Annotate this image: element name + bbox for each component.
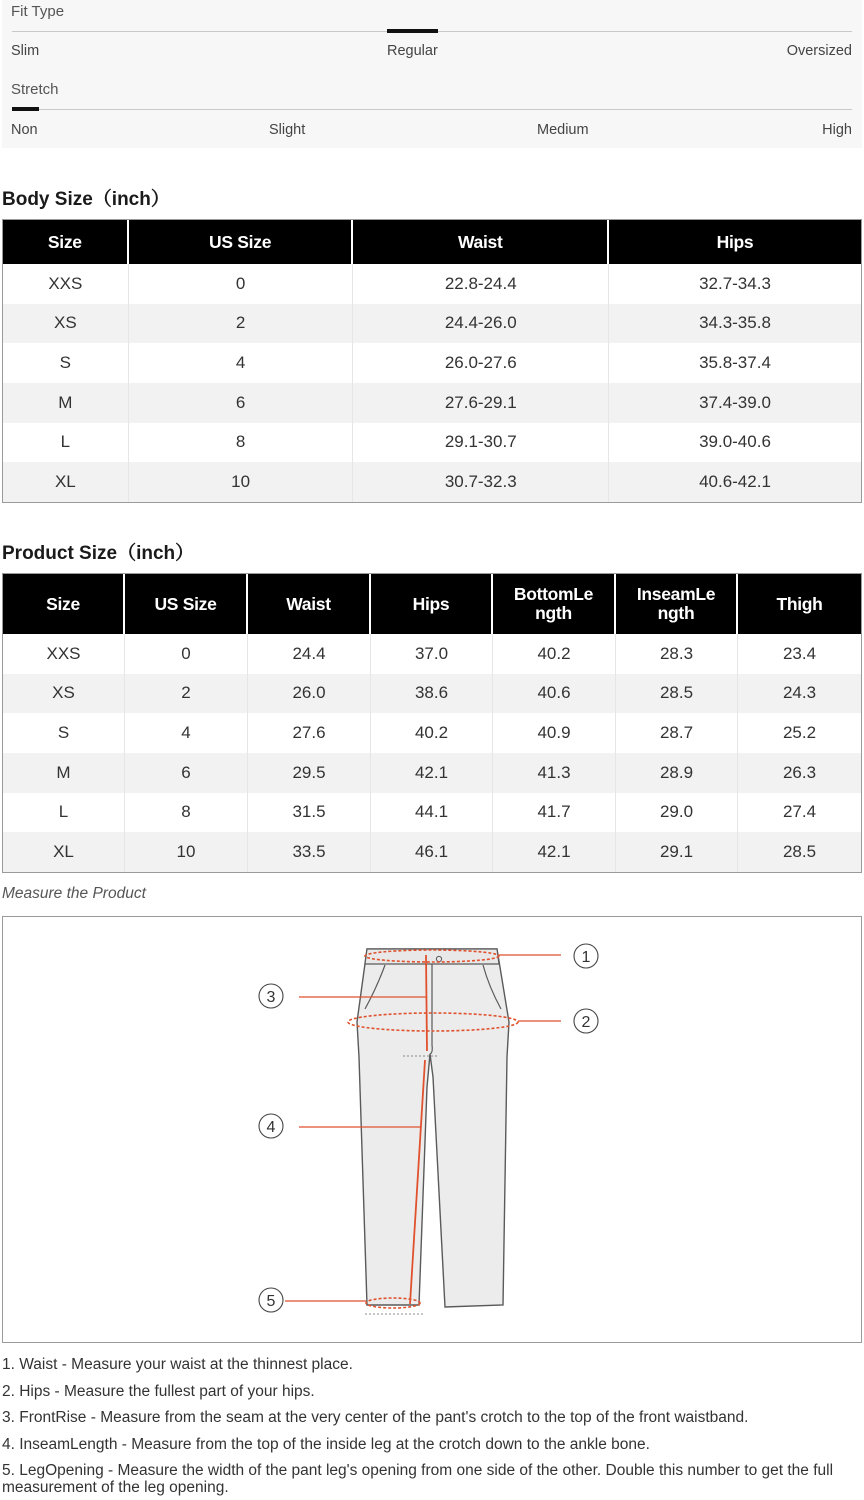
product-size-row — [3, 793, 861, 833]
table-cell: 4 — [125, 713, 248, 753]
table-cell: 42.1 — [371, 753, 493, 793]
table-cell: 29.5 — [248, 753, 371, 793]
table-cell: 4 — [129, 343, 354, 383]
table-cell: 28.3 — [616, 634, 738, 674]
table-cell: S — [3, 343, 129, 383]
table-cell: XXS — [3, 634, 125, 674]
fit-type-title: Fit Type — [11, 3, 65, 20]
table-cell: 23.4 — [738, 634, 861, 674]
note-hips: 2. Hips - Measure the fullest part of your hips. — [2, 1382, 315, 1400]
note-inseam-length: 4. InseamLength - Measure from the top of the inside leg at the crotch down to the ankle bone. — [2, 1435, 650, 1453]
note-waist: 1. Waist - Measure your waist at the thinnest place. — [2, 1356, 353, 1373]
table-cell: 37.4-39.0 — [609, 383, 861, 423]
body-header-waist: Waist — [353, 220, 609, 264]
product-size-row — [3, 674, 861, 714]
stretch-selected-marker — [12, 107, 39, 111]
product-size-table — [2, 573, 862, 873]
table-cell: XL — [3, 462, 129, 502]
marker-4-label: 4 — [266, 1119, 276, 1136]
stretch-label-slight: Slight — [269, 122, 306, 138]
table-cell: 37.0 — [371, 634, 493, 674]
body-size-title: Body Size（inch） — [2, 189, 170, 210]
fit-type-selected-marker — [387, 29, 438, 33]
table-cell: 40.9 — [493, 713, 616, 753]
product-size-row — [3, 713, 861, 753]
body-header-size: Size — [3, 220, 129, 264]
fit-type-track — [12, 31, 852, 32]
table-cell: 35.8-37.4 — [609, 343, 861, 383]
marker-2-label: 2 — [581, 1014, 591, 1031]
note-leg-opening: 5. LegOpening - Measure the width of the pant leg's opening from one side of the other. Double this number to get the full measurement of the leg opening. — [2, 1462, 834, 1496]
front-rise-line — [426, 955, 427, 1051]
table-cell: 24.4-26.0 — [353, 304, 609, 344]
table-cell: 38.6 — [371, 674, 493, 714]
table-cell: 41.3 — [493, 753, 616, 793]
table-cell: L — [3, 423, 129, 463]
body-size-row — [3, 304, 861, 344]
table-cell: 46.1 — [371, 832, 493, 872]
product-header-inseam-length: InseamLe ngth — [616, 574, 738, 634]
table-cell: 34.3-35.8 — [609, 304, 861, 344]
pants-diagram — [3, 917, 861, 1342]
body-size-row — [3, 383, 861, 423]
pants-outline — [357, 949, 509, 1307]
body-size-header-row — [3, 220, 861, 264]
table-cell: S — [3, 713, 125, 753]
table-cell: 27.6 — [248, 713, 371, 753]
table-cell: 24.4 — [248, 634, 371, 674]
product-header-bottom-length: BottomLe ngth — [493, 574, 616, 634]
table-cell: 6 — [125, 753, 248, 793]
table-cell: 29.0 — [616, 793, 738, 833]
marker-2 — [574, 1009, 598, 1033]
table-cell: 26.3 — [738, 753, 861, 793]
product-size-header-row — [3, 574, 861, 634]
product-header-thigh: Thigh — [738, 574, 861, 634]
table-cell: 28.7 — [616, 713, 738, 753]
table-cell: 25.2 — [738, 713, 861, 753]
table-cell: 10 — [129, 462, 354, 502]
table-cell: 27.6-29.1 — [353, 383, 609, 423]
fit-type-label-slim: Slim — [11, 43, 40, 59]
product-header-waist: Waist — [248, 574, 371, 634]
measure-notes — [2, 1356, 858, 1500]
table-cell: 39.0-40.6 — [609, 423, 861, 463]
table-cell: 24.3 — [738, 674, 861, 714]
table-cell: 10 — [125, 832, 248, 872]
stretch-label-high: High — [822, 122, 852, 138]
stretch-track — [12, 109, 852, 110]
table-cell: 29.1-30.7 — [353, 423, 609, 463]
fit-type-label-regular: Regular — [387, 43, 438, 59]
table-cell: 44.1 — [371, 793, 493, 833]
product-header-size: Size — [3, 574, 125, 634]
product-size-row — [3, 832, 861, 872]
measure-diagram — [2, 916, 862, 1343]
table-cell: 31.5 — [248, 793, 371, 833]
table-cell: 42.1 — [493, 832, 616, 872]
table-cell: 40.2 — [371, 713, 493, 753]
table-cell: 32.7-34.3 — [609, 264, 861, 304]
marker-1-label: 1 — [581, 949, 591, 966]
table-cell: 26.0-27.6 — [353, 343, 609, 383]
measure-caption: Measure the Product — [2, 885, 146, 902]
table-cell: 0 — [129, 264, 354, 304]
table-cell: 8 — [125, 793, 248, 833]
table-cell: 27.4 — [738, 793, 861, 833]
table-cell: M — [3, 383, 129, 423]
body-header-us-size: US Size — [129, 220, 354, 264]
marker-5-label: 5 — [266, 1293, 276, 1310]
table-cell: 6 — [129, 383, 354, 423]
table-cell: 0 — [125, 634, 248, 674]
table-cell: 40.2 — [493, 634, 616, 674]
marker-5 — [259, 1288, 283, 1312]
stretch-label-medium: Medium — [537, 122, 589, 138]
table-cell: XL — [3, 832, 125, 872]
product-header-hips: Hips — [371, 574, 493, 634]
table-cell: 8 — [129, 423, 354, 463]
table-cell: XS — [3, 674, 125, 714]
stretch-title: Stretch — [11, 81, 59, 98]
product-size-row — [3, 753, 861, 793]
table-cell: 40.6-42.1 — [609, 462, 861, 502]
table-cell: XS — [3, 304, 129, 344]
product-header-us-size: US Size — [125, 574, 248, 634]
body-size-row — [3, 264, 861, 304]
table-cell: 33.5 — [248, 832, 371, 872]
table-cell: 28.5 — [738, 832, 861, 872]
table-cell: 41.7 — [493, 793, 616, 833]
marker-1 — [574, 944, 598, 968]
product-size-title: Product Size（inch） — [2, 543, 195, 564]
table-cell: 30.7-32.3 — [353, 462, 609, 502]
table-cell: L — [3, 793, 125, 833]
table-cell: 29.1 — [616, 832, 738, 872]
table-cell: 22.8-24.4 — [353, 264, 609, 304]
body-size-row — [3, 423, 861, 463]
table-cell: 26.0 — [248, 674, 371, 714]
body-size-row — [3, 462, 861, 502]
product-size-rows — [3, 634, 861, 872]
marker-3 — [259, 984, 283, 1008]
body-size-rows — [3, 264, 861, 502]
table-cell: 2 — [129, 304, 354, 344]
stretch-label-non: Non — [11, 122, 38, 138]
table-cell: M — [3, 753, 125, 793]
marker-3-label: 3 — [266, 989, 276, 1006]
table-cell: 40.6 — [493, 674, 616, 714]
marker-4 — [259, 1114, 283, 1138]
note-front-rise: 3. FrontRise - Measure from the seam at the very center of the pant's crotch to the top of the front waistband. — [2, 1409, 749, 1426]
fit-type-label-oversized: Oversized — [786, 43, 852, 59]
table-cell: 28.9 — [616, 753, 738, 793]
table-cell: XXS — [3, 264, 129, 304]
table-cell: 28.5 — [616, 674, 738, 714]
table-cell: 2 — [125, 674, 248, 714]
product-size-row — [3, 634, 861, 674]
fit-stretch-panel — [2, 0, 862, 148]
body-size-table — [2, 219, 862, 503]
body-header-hips: Hips — [609, 220, 861, 264]
body-size-row — [3, 343, 861, 383]
